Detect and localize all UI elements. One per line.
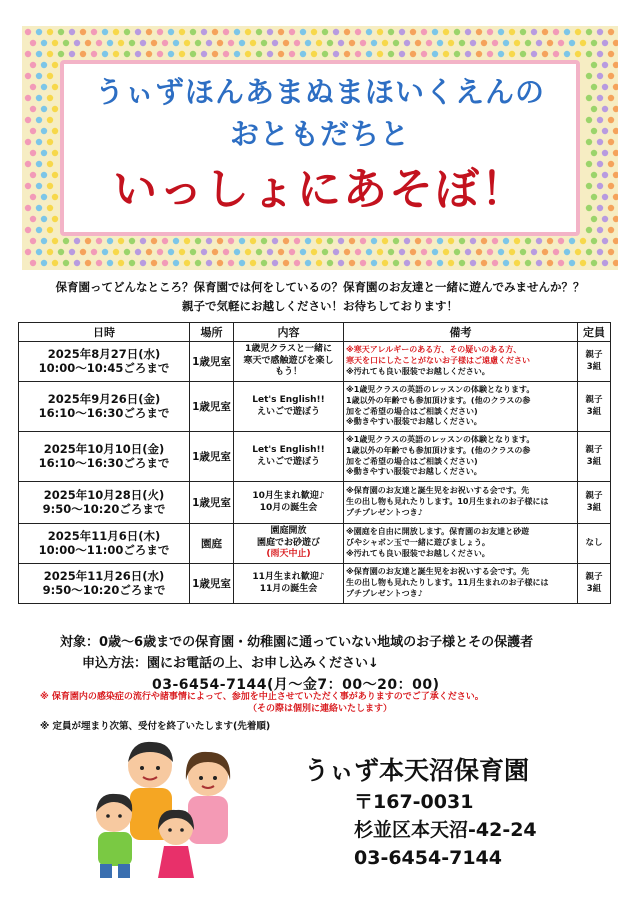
cell-capacity xyxy=(578,482,611,524)
note-line: プチプレゼントつき♪ xyxy=(346,507,423,517)
note-red-line: ※寒天アレルギーのある方、その疑いのある方、 xyxy=(346,345,522,355)
capacity-line: 3組 xyxy=(586,583,602,594)
event-time: 16:10～16:30ごろまで xyxy=(38,405,170,420)
content-line: 寒天で感触遊びを楽し xyxy=(243,355,334,366)
note-line: ※動きやすい服装でお越しください。 xyxy=(346,467,482,477)
event-date: 2025年11月26日(水) xyxy=(43,568,165,583)
note-line: ※1歳児クラスの英語のレッスンの体験となります。 xyxy=(346,384,535,394)
note-line: びやシャボン玉で一緒に遊びましょう。 xyxy=(346,538,490,548)
cell-capacity xyxy=(578,524,611,564)
event-date: 2025年10月28日(火) xyxy=(43,487,165,502)
content-line: 園庭開放 xyxy=(270,525,307,536)
capacity-line: 3組 xyxy=(586,406,602,417)
capacity-line: 3組 xyxy=(586,361,602,372)
cell-place: 1歳児室 xyxy=(190,564,234,604)
table-row xyxy=(19,342,611,382)
event-time: 9:50～10:20ごろまで xyxy=(42,501,166,516)
note-red-line: 寒天を口にしたことがないお子様はご遠慮ください xyxy=(346,356,530,366)
capacity-note: ※ 定員が埋まり次第、受付を終了いたします(先着順) xyxy=(40,721,271,732)
table-row xyxy=(19,482,611,524)
capacity-line: 親子 xyxy=(585,572,603,583)
event-date: 2025年8月27日(水) xyxy=(47,346,161,361)
note-line: 生の出し物も見れたりします。11月生まれのお子様には xyxy=(346,578,549,588)
event-time: 9:50～10:20ごろまで xyxy=(42,582,166,597)
note-line: 加をご希望の場合はご相談ください) xyxy=(346,456,478,466)
content-line: 11月生まれ歓迎♪ xyxy=(252,571,325,582)
capacity-line: 親子 xyxy=(585,491,603,502)
school-name: うぃず本天沼保育園 xyxy=(304,756,530,785)
content-line: 10月の誕生会 xyxy=(259,502,318,513)
cell-datetime xyxy=(19,342,190,382)
content-line: 10月生まれ歓迎♪ xyxy=(252,490,325,501)
cell-capacity xyxy=(578,382,611,432)
content-line: えいごで遊ぼう xyxy=(256,456,320,467)
title-line-3: いっしょにあそぼ！ xyxy=(113,164,527,215)
cell-place: 1歳児室 xyxy=(190,432,234,482)
school-phone: 03-6454-7144 xyxy=(354,847,502,869)
cell-content xyxy=(234,432,344,482)
cell-datetime xyxy=(19,382,190,432)
capacity-line: なし xyxy=(585,537,603,548)
cell-capacity xyxy=(578,564,611,604)
cell-capacity xyxy=(578,432,611,482)
content-line: 園庭でお砂遊び xyxy=(256,537,320,548)
table-header-row xyxy=(19,323,611,342)
warning-line-2: （その際は個別に連絡いたします） xyxy=(247,704,392,714)
table-row xyxy=(19,524,611,564)
cell-notes xyxy=(344,382,578,432)
note-line: ※保育園のお友達と誕生児をお祝いする会です。先 xyxy=(346,567,530,577)
content-line: Let's English!! xyxy=(252,394,325,405)
content-line: もう！ xyxy=(274,367,302,378)
cell-datetime xyxy=(19,564,190,604)
title-line-1: うぃずほんあまぬまほいくえんの xyxy=(94,75,545,109)
header-place: 場所 xyxy=(190,323,234,342)
capacity-line: 親子 xyxy=(585,395,603,406)
family-illustration-icon xyxy=(80,732,270,882)
title-line-2: おともだちと xyxy=(229,117,410,151)
cell-capacity xyxy=(578,342,611,382)
cell-notes xyxy=(344,432,578,482)
note-line: 1歳以外の年齢でも参加頂けます。(他のクラスの参 xyxy=(346,445,531,455)
header-notes: 備考 xyxy=(344,323,578,342)
event-time: 10:00～11:00ごろまで xyxy=(38,542,170,557)
capacity-line: 親子 xyxy=(585,350,603,361)
cell-content xyxy=(234,382,344,432)
note-line: ※汚れても良い服装でお越しください。 xyxy=(346,548,490,558)
content-line: えいごで遊ぼう xyxy=(256,406,320,417)
apply-text: 申込方法：園にお電話の上、お申し込みください↓ xyxy=(82,656,379,671)
cell-notes xyxy=(344,482,578,524)
event-date: 2025年10月10日(金) xyxy=(43,441,165,456)
cell-notes xyxy=(344,342,578,382)
school-address: 杉並区本天沼-42-24 xyxy=(354,819,537,841)
header-content: 内容 xyxy=(234,323,344,342)
note-line: 1歳以外の年齢でも参加頂けます。(他のクラスの参 xyxy=(346,395,531,405)
header-frame xyxy=(22,26,618,270)
cell-place: 園庭 xyxy=(190,524,234,564)
schedule-table xyxy=(18,322,611,604)
event-time: 16:10～16:30ごろまで xyxy=(38,455,170,470)
intro-line-2: 親子で気軽にお越しください！お待ちしております！ xyxy=(182,299,458,313)
header-datetime: 日時 xyxy=(19,323,190,342)
content-line: Let's English!! xyxy=(252,444,325,455)
content-red-line: (雨天中止) xyxy=(266,549,311,560)
cell-content xyxy=(234,564,344,604)
school-block xyxy=(304,758,537,868)
content-line: 1歳児クラスと一緒に xyxy=(245,343,332,354)
capacity-line: 3組 xyxy=(586,456,602,467)
note-line: ※園庭を自由に開放します。保育園のお友達と砂遊 xyxy=(346,527,530,537)
cell-content xyxy=(234,524,344,564)
note-line: プチプレゼントつき♪ xyxy=(346,588,423,598)
table-row xyxy=(19,564,611,604)
capacity-line: 3組 xyxy=(586,502,602,513)
note-line: ※動きやすい服装でお越しください。 xyxy=(346,417,482,427)
event-date: 2025年9月26日(金) xyxy=(47,391,161,406)
content-line: 11月の誕生会 xyxy=(259,583,318,594)
cell-notes xyxy=(344,564,578,604)
cell-datetime xyxy=(19,482,190,524)
table-row xyxy=(19,382,611,432)
table-row xyxy=(19,432,611,482)
cell-datetime xyxy=(19,432,190,482)
cell-place: 1歳児室 xyxy=(190,382,234,432)
cell-place: 1歳児室 xyxy=(190,482,234,524)
capacity-line: 親子 xyxy=(585,445,603,456)
note-line: ※汚れても良い服装でお越しください。 xyxy=(346,366,490,376)
note-line: 加をご希望の場合はご相談ください) xyxy=(346,406,478,416)
cell-content xyxy=(234,482,344,524)
note-line: 生の出し物も見れたりします。10月生まれのお子様には xyxy=(346,497,549,507)
target-text: 対象：0歳～6歳までの保育園・幼稚園に通っていない地域のお子様とその保護者 xyxy=(60,635,534,650)
intro-line-1: 保育園ってどんなところ？保育園では何をしているの？保育園のお友達と一緒に遊んでみませんか？？ xyxy=(55,280,585,294)
cell-notes xyxy=(344,524,578,564)
phone-hours: 03-6454-7144(月～金7：00～20：00) xyxy=(152,677,440,693)
cell-content xyxy=(234,342,344,382)
cell-place: 1歳児室 xyxy=(190,342,234,382)
note-line: ※保育園のお友達と誕生児をお祝いする会です。先 xyxy=(346,486,530,496)
header-capacity: 定員 xyxy=(578,323,611,342)
event-time: 10:00～10:45ごろまで xyxy=(38,360,170,375)
event-date: 2025年11月6日(木) xyxy=(47,528,161,543)
school-postal: 〒167-0031 xyxy=(354,791,474,813)
warning-line-1: ※ 保育園内の感染症の流行や諸事情によって、参加を中止させていただく事がありますのでご了承ください。 xyxy=(40,692,484,702)
title-box xyxy=(60,60,580,236)
cell-datetime xyxy=(19,524,190,564)
note-line: ※1歳児クラスの英語のレッスンの体験となります。 xyxy=(346,434,535,444)
